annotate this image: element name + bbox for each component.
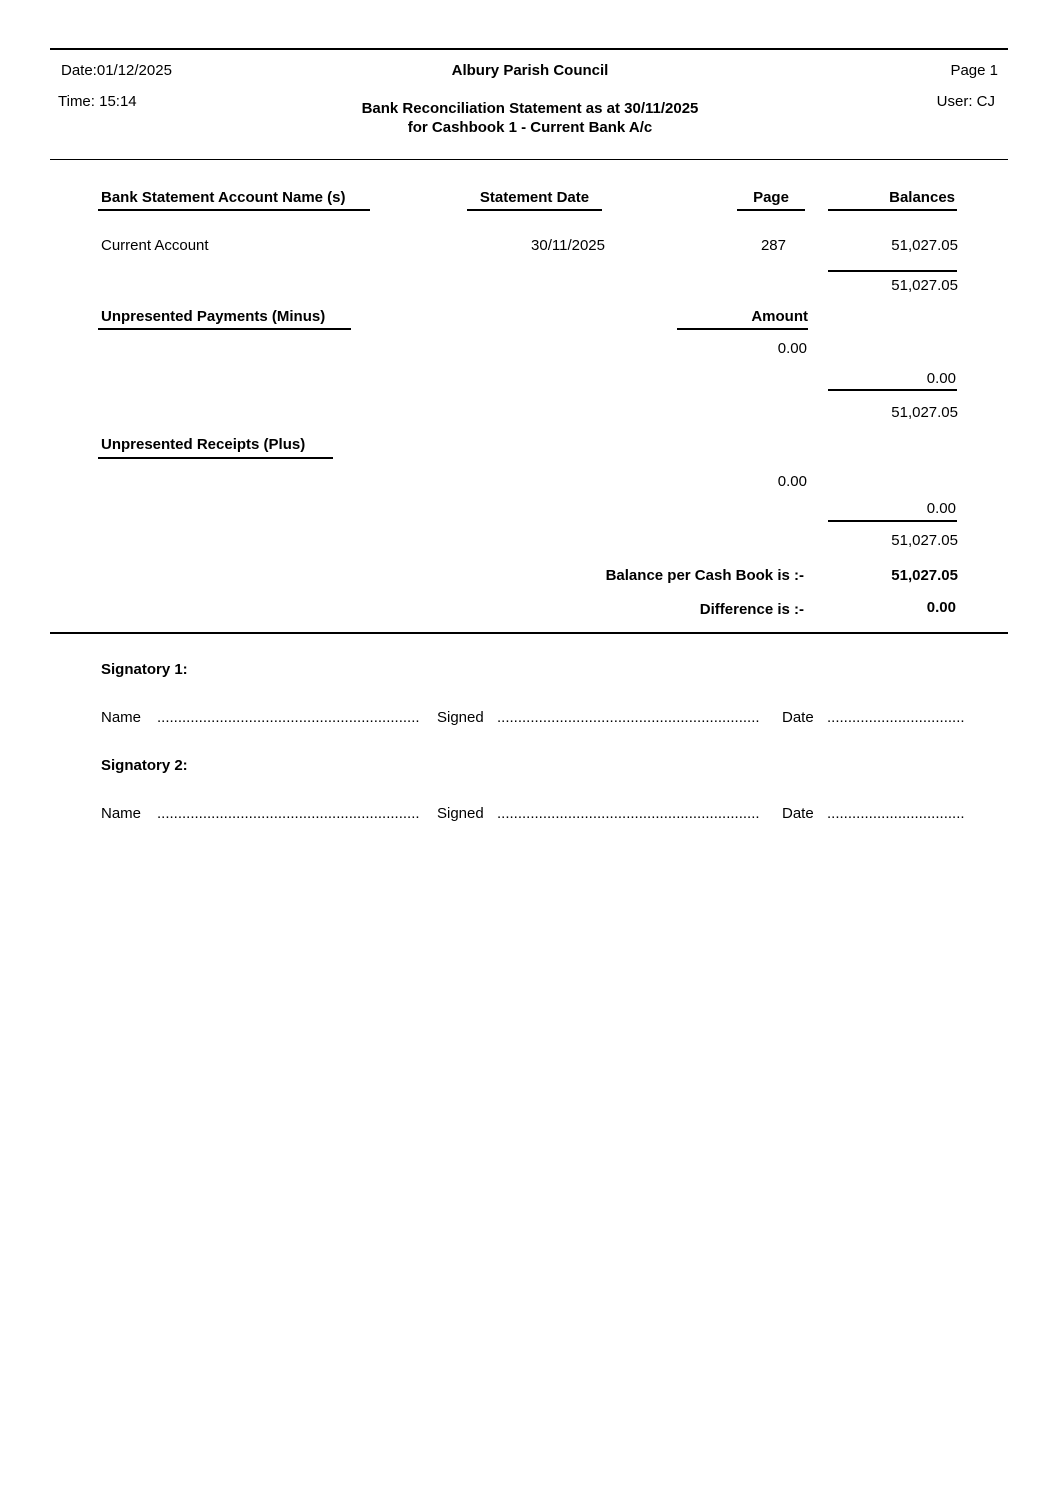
- cash-book-balance-value: 51,027.05: [891, 567, 958, 584]
- signatory-1-name-label: Name: [101, 709, 142, 726]
- report-title: Bank Reconciliation Statement as at 30/11/2025: [361, 100, 699, 117]
- cash-book-balance-label: Balance per Cash Book is :-: [605, 567, 804, 584]
- col-page: Page: [753, 189, 789, 206]
- signatory-1-date-field[interactable]: .................................: [827, 709, 965, 726]
- account-page: 287: [760, 237, 786, 254]
- col-balances: Balances: [889, 189, 955, 206]
- unpresented-receipts-total: 0.00: [926, 500, 956, 517]
- report-date: Date:01/12/2025: [61, 62, 172, 79]
- unpresented-payments-underline: [98, 328, 351, 330]
- report-subtitle: for Cashbook 1 - Current Bank A/c: [407, 119, 653, 136]
- unpresented-receipts-amount: 0.00: [777, 473, 807, 490]
- col-statement-date-underline: [467, 209, 602, 211]
- signatory-1-heading: Signatory 1:: [101, 661, 188, 678]
- col-balances-underline: [828, 209, 957, 211]
- accounts-subtotal: 51,027.05: [891, 277, 958, 294]
- signatory-1-date-label: Date: [782, 709, 814, 726]
- header-bottom-rule: [50, 159, 1008, 160]
- signatory-2-name-field[interactable]: ...............................................................: [157, 805, 420, 822]
- unpresented-receipts-heading: Unpresented Receipts (Plus): [101, 436, 306, 453]
- balance-after-receipts: 51,027.05: [891, 532, 958, 549]
- header-top-rule: [50, 48, 1008, 50]
- col-account-name-underline: [98, 209, 370, 211]
- balance-after-payments: 51,027.05: [891, 404, 958, 421]
- unpresented-payments-total-rule: [828, 389, 957, 391]
- difference-value: 0.00: [926, 599, 956, 616]
- summary-bottom-rule: [50, 632, 1008, 634]
- report-time: Time: 15:14: [58, 93, 137, 110]
- difference-label: Difference is :-: [699, 601, 804, 618]
- signatory-1-signed-field[interactable]: ...............................................................: [497, 709, 760, 726]
- signatory-1-signed-label: Signed: [437, 709, 484, 726]
- signatory-2-date-field[interactable]: .................................: [827, 805, 965, 822]
- signatory-1-name-field[interactable]: ...............................................................: [157, 709, 420, 726]
- signatory-2-date-label: Date: [782, 805, 814, 822]
- signatory-2-signed-label: Signed: [437, 805, 484, 822]
- signatory-2-heading: Signatory 2:: [101, 757, 188, 774]
- amount-header: Amount: [751, 308, 808, 325]
- unpresented-payments-total: 0.00: [926, 370, 956, 387]
- account-statement-date: 30/11/2025: [531, 237, 605, 254]
- signatory-2-name-label: Name: [101, 805, 142, 822]
- page-number: Page 1: [950, 62, 998, 79]
- col-account-name: Bank Statement Account Name (s): [101, 189, 346, 206]
- unpresented-payments-heading: Unpresented Payments (Minus): [101, 308, 326, 325]
- account-balance: 51,027.05: [891, 237, 958, 254]
- signatory-2-signed-field[interactable]: ...............................................................: [497, 805, 760, 822]
- unpresented-payments-amount: 0.00: [777, 340, 807, 357]
- organisation-name: Albury Parish Council: [451, 62, 609, 79]
- accounts-subtotal-rule: [828, 270, 957, 272]
- amount-header-underline: [677, 328, 808, 330]
- account-name: Current Account: [101, 237, 209, 254]
- col-statement-date: Statement Date: [479, 189, 590, 206]
- col-page-underline: [737, 209, 805, 211]
- user-label: User: CJ: [936, 93, 995, 110]
- unpresented-receipts-total-rule: [828, 520, 957, 522]
- unpresented-receipts-underline: [98, 457, 333, 459]
